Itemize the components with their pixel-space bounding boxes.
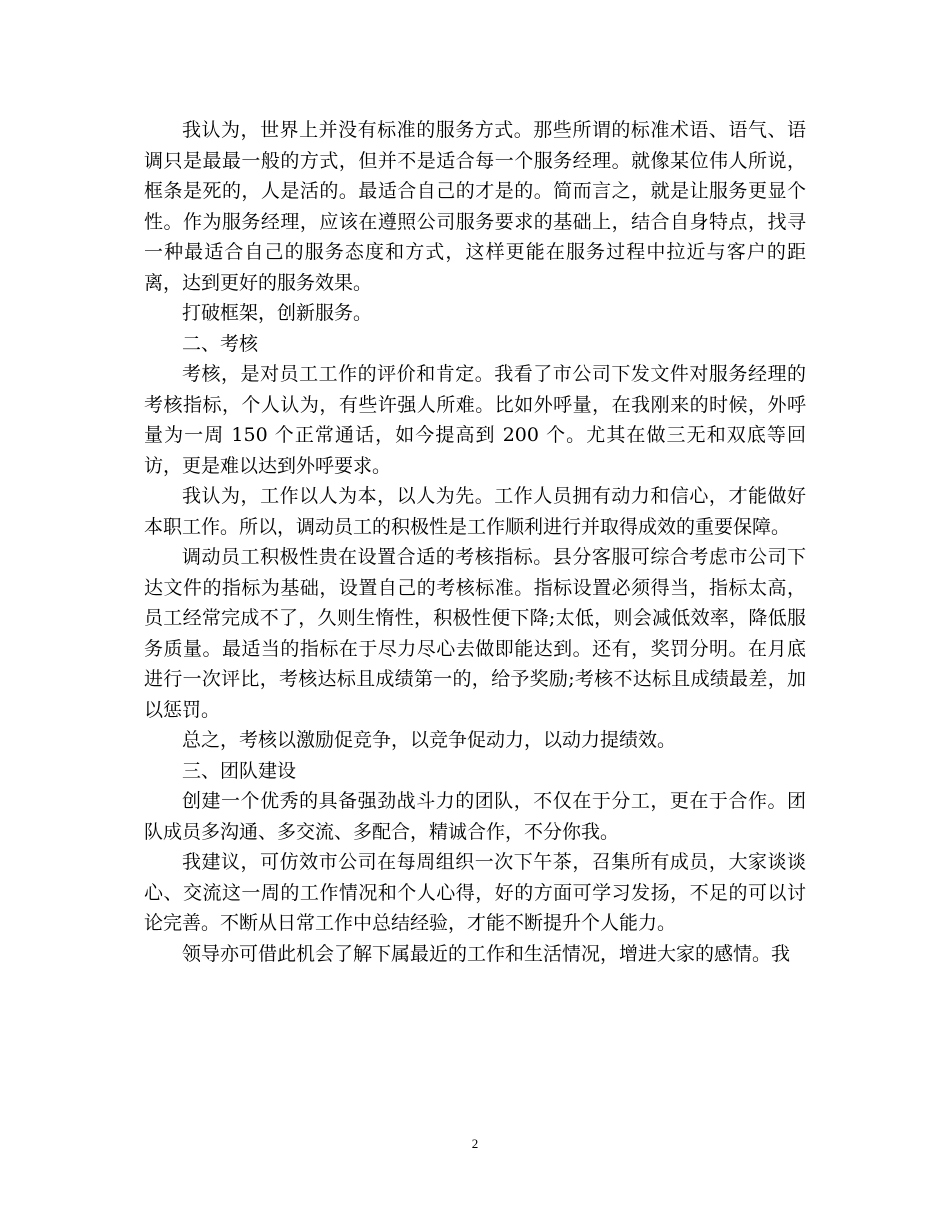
paragraph: 总之，考核以激励促竞争，以竞争促动力，以动力提绩效。 <box>182 729 677 751</box>
paragraph: 调动员工积极性贵在设置合适的考核指标。县分客服可综合考虑市公司下达文件的指标为基础，设置自己的考核标准。指标设置必须得当，指标太高，员工经常完成不了，久则生惰性，积极性便下降;太低，则会减低效率，降低服务质量。最适当的指标在于尽力尽心去做即能达到。还有，奖罚分明。在月底进行一次评比，考核达标且成绩第一的，给予奖励;考核不达标且成绩最差，加以惩罚。 <box>144 546 806 721</box>
section-heading: 三、团队建设 <box>182 759 297 782</box>
paragraph: 领导亦可借此机会了解下属最近的工作和生活情况，增进大家的感情。我 <box>182 942 791 965</box>
paragraph: 我认为，工作以人为本，以人为先。工作人员拥有动力和信心，才能做好本职工作。所以，调动员工的积极性是工作顺利进行并取得成效的重要保障。 <box>144 485 806 538</box>
paragraph: 创建一个优秀的具备强劲战斗力的团队，不仅在于分工，更在于合作。团队成员多沟通、多交流、多配合，精诚合作，不分你我。 <box>144 790 806 843</box>
page-number: 2 <box>471 1136 479 1151</box>
paragraph: 我认为，世界上并没有标准的服务方式。那些所谓的标准术语、语气、语调只是最最一般的方式，但并不是适合每一个服务经理。就像某位伟人所说，框条是死的，人是活的。最适合自己的才是的。简而言之，就是让服务更显个性。作为服务经理，应该在遵照公司服务要求的基础上，结合自身特点，找寻一种最适合自己的服务态度和方式，这样更能在服务过程中拉近与客户的距离，达到更好的服务效果。 <box>144 119 806 294</box>
paragraph: 考核，是对员工工作的评价和肯定。我看了市公司下发文件对服务经理的考核指标，个人认为，有些许强人所难。比如外呼量，在我刚来的时候，外呼量为一周 150 个正常通话，如今提高到 200 个。尤其在做三无和双底等回访，更是难以达到外呼要求。 <box>144 363 806 477</box>
paragraph: 打破框架，创新服务。 <box>182 302 373 324</box>
document-body <box>144 115 806 969</box>
section-heading: 二、考核 <box>182 332 259 355</box>
paragraph: 我建议，可仿效市公司在每周组织一次下午茶，召集所有成员，大家谈谈心、交流这一周的工作情况和个人心得，好的方面可学习发扬，不足的可以讨论完善。不断从日常工作中总结经验，才能不断提升个人能力。 <box>144 851 806 934</box>
